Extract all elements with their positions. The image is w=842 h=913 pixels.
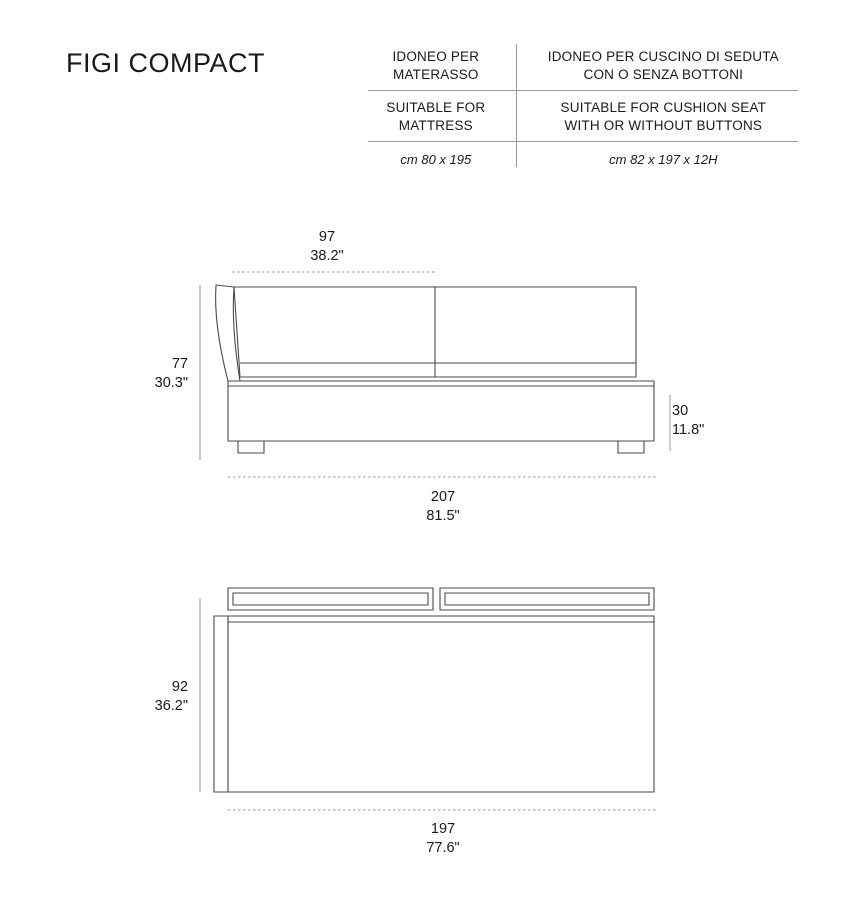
dim-total-width: 207 81.5" (426, 489, 460, 524)
dim-plan-width: 197 77.6" (426, 821, 460, 856)
spec-mattress-english (368, 91, 516, 141)
spec-mattress-en-line2: MATTRESS (398, 118, 473, 133)
spec-cushion-it-line2: CON O SENZA BOTTONI (583, 67, 744, 82)
spec-dimension-row (368, 142, 798, 167)
front-elevation-drawing (180, 255, 700, 485)
spec-cushion-en-line1: SUITABLE FOR CUSHION SEAT (560, 100, 767, 115)
spec-mattress-italian (368, 44, 516, 90)
dim-backrest-width: 97 38.2" (310, 229, 344, 264)
spec-cushion-it-line1: IDONEO PER CUSCINO DI SEDUTA (547, 49, 779, 64)
spec-mattress-en-line1: SUITABLE FOR (386, 100, 486, 115)
spec-english-row (368, 91, 798, 141)
spec-cushion-italian (516, 44, 798, 90)
page-title: FIGI COMPACT (66, 48, 265, 78)
dim-seat-height: 30 11.8" (672, 403, 705, 438)
spec-cushion-english (516, 91, 798, 141)
spec-mattress-it-line1: IDONEO PER (392, 49, 480, 64)
dim-depth: 92 36.2" (154, 679, 188, 714)
specification-table (368, 44, 798, 167)
spec-cushion-en-line2: WITH OR WITHOUT BUTTONS (564, 118, 763, 133)
dim-front-height: 77 30.3" (154, 356, 188, 391)
spec-cushion-dimensions: cm 82 x 197 x 12H (516, 142, 798, 167)
spec-italian-row (368, 44, 798, 90)
top-plan-drawing (180, 570, 700, 835)
spec-mattress-dimensions: cm 80 x 195 (400, 152, 472, 167)
spec-mattress-it-line2: MATERASSO (393, 67, 479, 82)
